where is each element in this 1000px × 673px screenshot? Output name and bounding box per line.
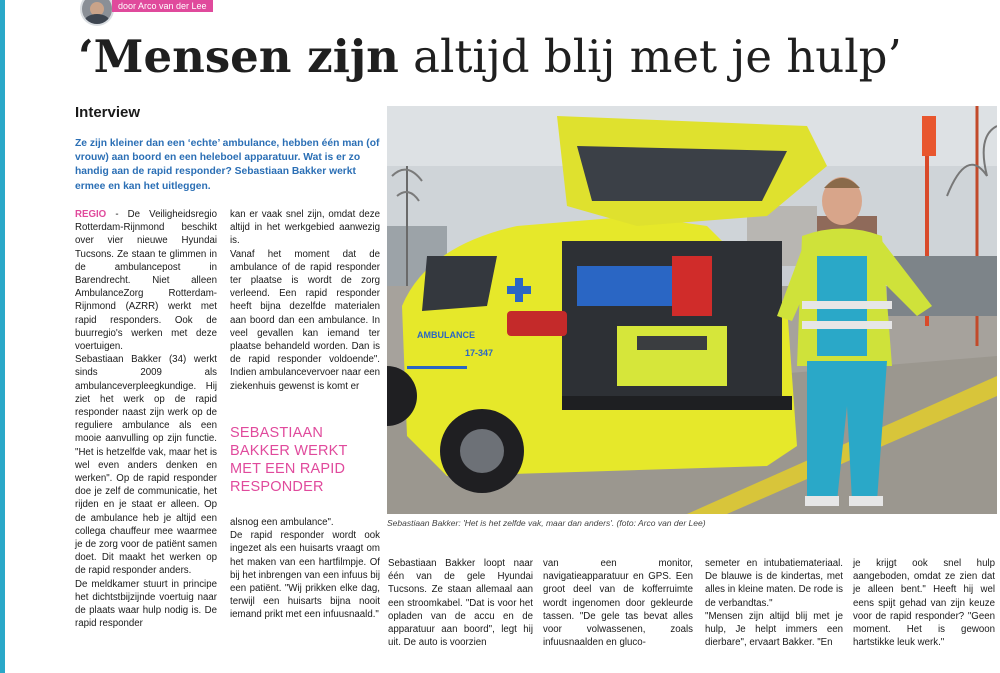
col1-paragraph-1 [75,208,217,353]
byline: door Arco van der Lee [112,0,213,12]
body-column-1 [75,208,217,631]
col4-paragraph: van een monitor, navigatieapparatuur en GPS. Een groot deel van de kofferruimte wordt ingenomen door gekleurde tassen. "De gele tas bevat alles voor volwassenen, zoals infuusnaalden en gluco- [543,558,693,649]
article-photo [387,106,997,514]
body-column-3 [388,557,533,649]
body-column-2 [230,208,380,393]
author-avatar [80,0,114,26]
body-column-6 [853,557,995,649]
photo-caption: Sebastiaan Bakker: 'Het is het zelfde vak, maar dan anders'. (foto: Arco van der Lee) [387,518,706,528]
pull-quote: SEBASTIAAN BAKKER WERKT MET EEN RAPID RESPONDER [230,425,348,495]
vehicle-lettering: AMBULANCE [417,330,475,340]
dateline: REGIO [75,209,107,220]
body-column-2-continued [230,516,380,622]
headline [78,28,978,86]
col3-paragraph: Sebastiaan Bakker loopt naar één van de gele Hyundai Tucsons. Ze staan allemaal aan een stroomkabel. "Dat is voor het opladen van de accu en de apparatuur aan boord", legt hij uit. De auto is voorzien [388,558,533,649]
section-label: Interview [75,104,141,121]
lead-paragraph: Ze zijn kleiner dan een ‘echte’ ambulance, hebben één man (of vrouw) aan boord en een heleboel apparatuur. Wat is er zo handig aan de rapid responder? Sebastiaan Bakker werkt ermee en kan het uitleggen. [75,138,380,192]
col1-text-1: - De Veiligheidsregio Rotterdam-Rijnmond beschikt over vier nieuwe Hyundai Tucsons. Ze staan te glimmen in de ambulancepost in Barendrecht. Niet alleen AmbulanceZorg Rotterdam-Rijnmond (AZRR) werkt met rapid responders. Ook de buurregio's werken met deze voertuigen. [75,209,217,353]
ambulance-photo [387,106,997,514]
col5-paragraph-1: semeter en intubatiemateriaal. De blauwe is de kindertas, met alles in kleine maten. De rode is de verbandtas." [705,558,843,609]
col6-paragraph: je krijgt ook snel hulp aangeboden, omdat ze zien dat je alleen bent." Heeft hij wel eens spijt gehad van zijn keuze voor de rapid responder? "Geen moment. Het is gewoon hartstikke leuk werk." [853,558,995,649]
col2-paragraph-2: Vanaf het moment dat de ambulance of de rapid responder ter plaatse is wordt de zorg verleend. Een rapid responder heeft bijna dezelfde materialen aan boord dan een ambulance. In veel gevallen kan iemand ter plaatse behandeld worden. Dan is de rapid responder voldoende". Indien ambulancevervoer naar een ziekenhuis gewenst is komt er [230,248,380,392]
col1-paragraph-2: Sebastiaan Bakker (34) werkt sinds 2009 als ambulanceverpleegkundige. Hij ziet het werk op de rapid responder naast zijn werk op de reguliere ambulance als een mooie aanvulling op zijn functie. "Het is hetzelfde vak, maar het is wel even anders denken en werken". Op de rapid responder doe je zelf de communicatie, het rijden en je staat er alleen. Op de ambulance heb je altijd een collega chauffeur mee waarmee je de zorg voor de patiënt samen doet. Dit maakt het werken op de rapid responder anders. [75,354,217,577]
col2b-paragraph-1: alsnog een ambulance". [230,517,334,528]
headline-rest: altijd blij met je hulp’ [398,30,902,83]
body-column-5 [705,557,843,649]
vehicle-number: 17-347 [465,348,494,358]
col2-paragraph-1: kan er vaak snel zijn, omdat deze altijd in het werkgebied aanwezig is. [230,209,380,247]
col2b-paragraph-2: De rapid responder wordt ook ingezet als een huisarts vraagt om het maken van een hartfilmpje. Of bij het inbrengen van een infuus bij een patiënt. "Wij prikken elke dag, terwijl een huisarts bijna nooit iemand prikt met een infuusnaald." [230,530,380,621]
col1-paragraph-3: De meldkamer stuurt in principe het dichtstbijzijnde voertuig naar de plaats waar hulp nodig is. De rapid responder [75,578,217,630]
body-column-4 [543,557,693,649]
left-accent-bar [0,0,5,673]
col5-paragraph-2: "Mensen zijn altijd blij met je hulp, Je helpt immers een dierbare", ervaart Bakker. "En [705,610,843,649]
headline-bold: ‘Mensen zijn [78,30,399,83]
